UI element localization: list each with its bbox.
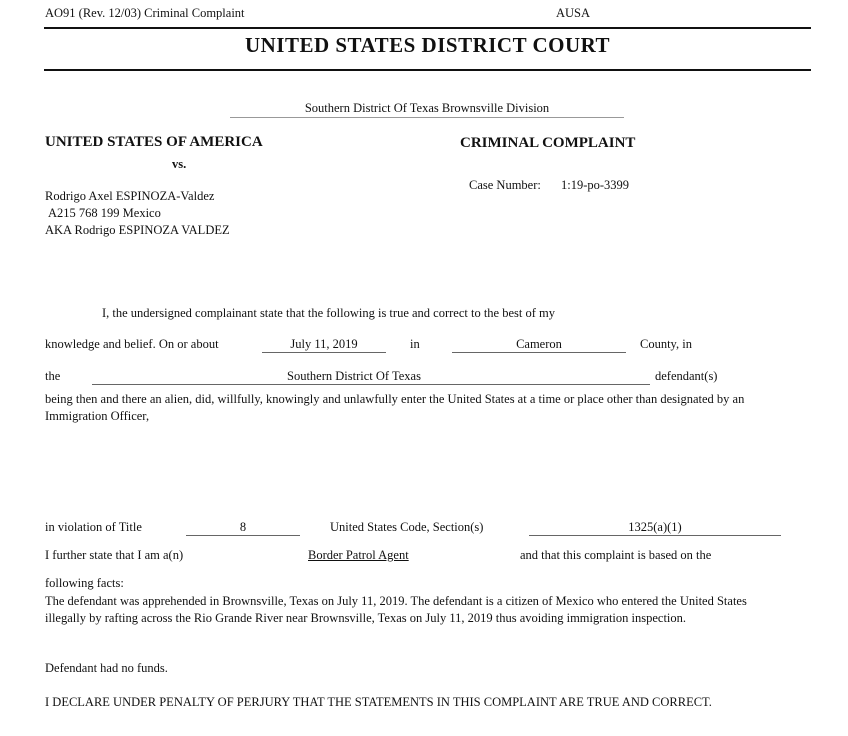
district-line: Southern District Of Texas Brownsville Division [304,101,550,115]
in-text: in [410,337,420,351]
defendant-name: Rodrigo Axel ESPINOZA-Valdez [45,189,215,203]
case-number: 1:19-po-3399 [561,178,630,192]
county-field: Cameron [452,337,626,353]
the-text: the [45,369,61,383]
defendants-label: defendant(s) [655,369,718,383]
based-text: and that this complaint is based on the [520,548,712,562]
form-id: AO91 (Rev. 12/03) Criminal Complaint [45,6,245,20]
declaration-text: I DECLARE UNDER PENALTY OF PERJURY THAT THE STATEMENTS IN THIS COMPLAINT ARE TRUE AND CORRECT. [45,695,712,709]
plaintiff: UNITED STATES OF AMERICA [45,134,263,150]
case-number-label: Case Number: [469,178,541,192]
date-field: July 11, 2019 [262,337,386,353]
district-field: Southern District Of Texas [287,369,421,383]
court-title: UNITED STATES DISTRICT COURT [244,33,611,57]
defendant-aka: AKA Rodrigo ESPINOZA VALDEZ [45,223,230,237]
knowledge-text: knowledge and belief. On or about [45,337,219,351]
role-field: Border Patrol Agent [308,548,409,562]
facts-label: following facts: [45,576,124,590]
section-field: 1325(a)(1) [529,520,781,536]
usc-label: United States Code, Section(s) [330,520,484,534]
bottom-rule [44,69,811,71]
top-rule [44,27,811,29]
county-label: County, in [640,337,692,351]
ausa-label: AUSA [556,6,591,20]
offense-text: being then and there an alien, did, willfully, knowingly and unlawfully enter the United States at a time or place other than designated by an Immigration Officer, [45,392,745,423]
further-text: I further state that I am a(n) [45,548,184,562]
district-field-line [92,369,650,385]
violation-label: in violation of Title [45,520,142,534]
doc-type: CRIMINAL COMPLAINT [460,135,636,151]
title-field: 8 [186,520,300,536]
no-funds-text: Defendant had no funds. [45,661,168,675]
defendant-id: A215 768 199 Mexico [48,206,161,220]
facts-text: The defendant was apprehended in Brownsville, Texas on July 11, 2019. The defendant is a citizen of Mexico who entered the United States illegally by rafting across the Rio Grande River near Brownsville, Texas on July 11, 2019 thus avoiding immigration inspection. [45,594,747,625]
district-underline [230,117,624,118]
vs-label: vs. [172,157,187,171]
intro-text: I, the undersigned complainant state that the following is true and correct to the best of my [102,306,555,320]
